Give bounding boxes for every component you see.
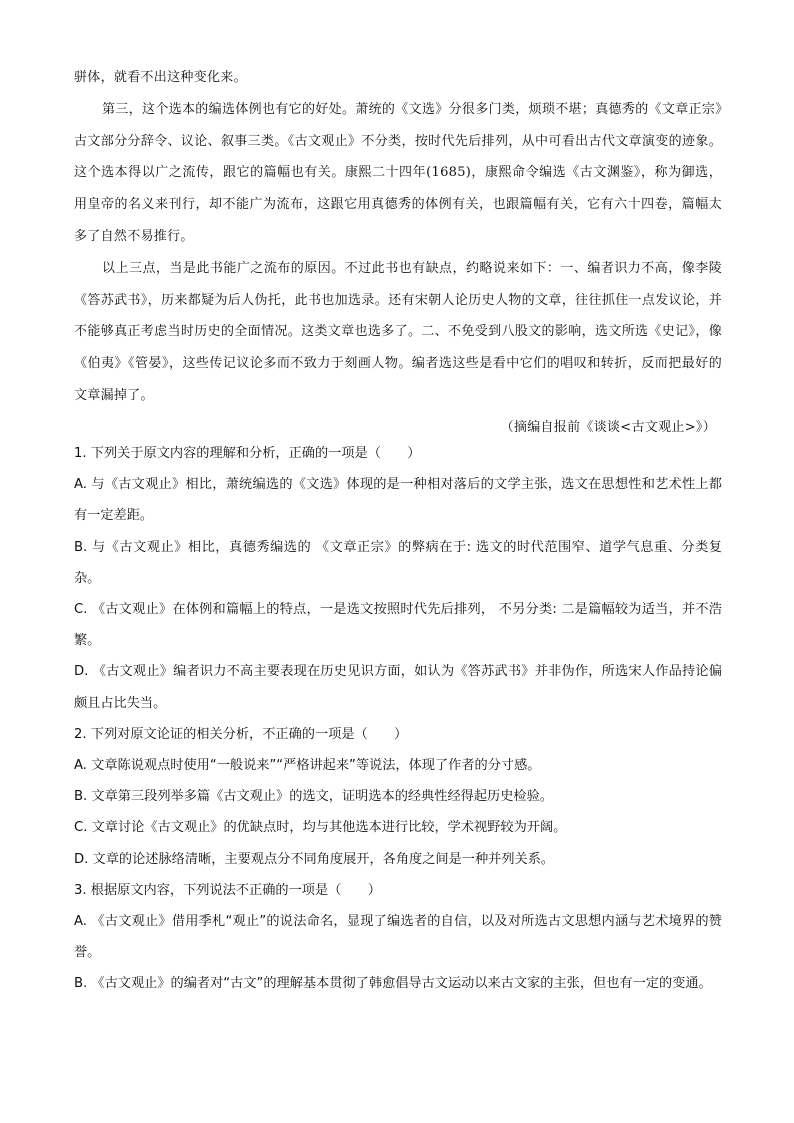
option-b: B. 《古文观止》的编者对“古文”的理解基本贯彻了韩愈倡导古文运动以来古文家的主张，但也有一定的变通。 [74,976,712,992]
passage-source: （摘编自报前《谈谈<古文观止>》） [500,419,716,435]
question-stem: 2. 下列对原文论证的相关分析，不正确的一项是（ ） [74,726,408,742]
question-1 [74,438,722,719]
option-a: A. 与《古文观止》相比，萧统编选的《文选》体现的是一种相对落后的文学主张，选文在思想性和艺术性上都有一定差距。 [74,477,722,524]
option-a: A. 《古文观止》借用季札“观止”的说法命名，显现了编选者的自信，以及对所选古文思想内涵与艺术境界的赞誉。 [74,914,722,961]
option-c: C. 文章讨论《古文观止》的优缺点时，均与其他选本进行比较，学术视野较为开阔。 [74,820,567,836]
option-a: A. 文章陈说观点时使用“一般说来”“严格讲起来”等说法，体现了作者的分寸感。 [74,758,541,774]
question-list [74,438,722,1000]
passage-line-continuation: 骈体，就看不出这种变化来。 [74,70,247,85]
passage-paragraph-4: 以上三点，当是此书能广之流布的原因。不过此书也有缺点，约略说来如下：一、编者识力不高，像李陵《答苏武书》，历来都疑为后人伪托，此书也加选录。还有宋朝人论历史人物的文章，往往抓住一点发议论，并不能够真正考虑当时历史的全面情况。这类文章也选多了。二、不免受到八股文的影响，选文所选《史记》，像《伯夷》《管晏》，这些传记议论多而不致力于刻画人物。编者选这些是看中它们的唱叹和转折，反而把最好的文章漏掉了。 [74,260,722,403]
question-3 [74,875,722,1000]
question-2 [74,719,722,875]
reading-passage [74,62,722,444]
option-b: B. 与《古文观止》相比，真德秀编选的 《文章正宗》的弊病在于: 选文的时代范围窄、道学气息重、分类复杂。 [74,539,722,586]
passage-paragraph-3: 第三，这个选本的编选体例也有它的好处。萧统的《文选》分很多门类，烦琐不堪；真德秀的《文章正宗》古文部分分辞令、议论、叙事三类。《古文观止》不分类，按时代先后排列，从中可看出古代文章演变的迹象。这个选本得以广之流传，跟它的篇幅也有关。康熙二十四年(1685)，康熙命令编选《古文渊鉴》，称为御选，用皇帝的名义来刊行，却不能广为流布，这跟它用真德秀的体例有关，也跟篇幅有关，它有六十四卷，篇幅太多了自然不易推行。 [74,101,722,244]
question-stem: 1. 下列关于原文内容的理解和分析，正确的一项是（ ） [74,446,421,461]
option-b: B. 文章第三段列举多篇《古文观止》的选文，证明选本的经典性经得起历史检验。 [74,789,553,805]
option-c: C. 《古文观止》在体例和篇幅上的特点，一是选文按照时代先后排列， 不另分类: 二是篇幅较为适当，并不浩繁。 [74,602,722,649]
option-d: D. 文章的论述脉络清晰，主要观点分不同角度展开，各角度之间是一种并列关系。 [74,851,555,867]
question-stem: 3. 根据原文内容，下列说法不正确的一项是（ ） [74,882,381,898]
option-d: D. 《古文观止》编者识力不高主要表现在历史见识方面，如认为《答苏武书》并非伪作，所选宋人作品持论偏颇且占比失当。 [74,664,722,711]
